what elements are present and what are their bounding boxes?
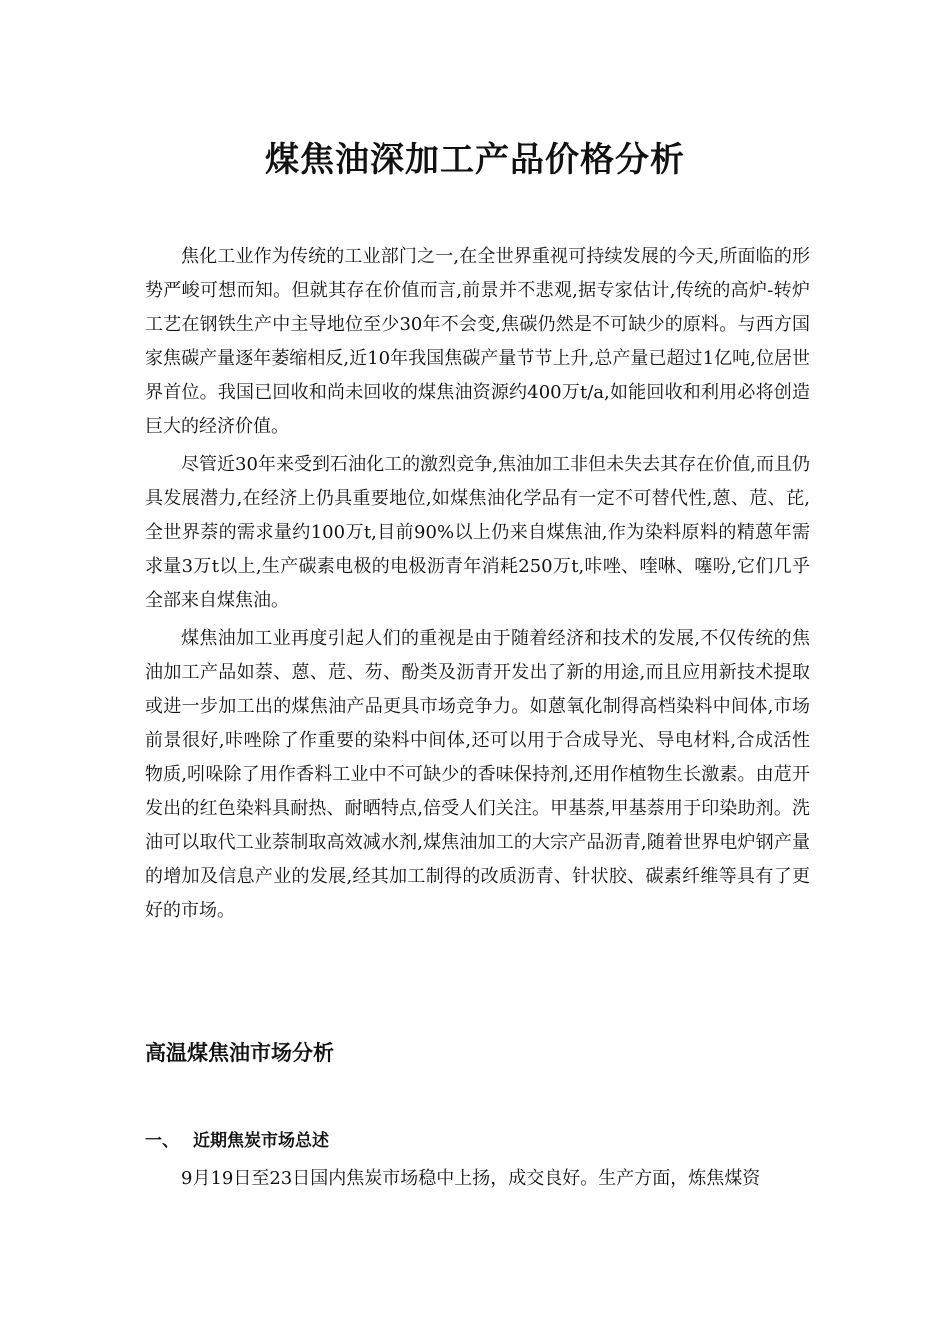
intro-body <box>145 240 810 928</box>
paragraph-3: 煤焦油加工业再度引起人们的重视是由于随着经济和技术的发展,不仅传统的焦油加工产品如萘、蒽、苊、芴、酚类及沥青开发出了新的用途,而且应用新技术提取或进一步加工出的煤焦油产品更具市场竞争力。如蒽氧化制得高档染料中间体,市场前景很好,咔唑除了作重要的染料中间体,还可以用于合成导光、导电材料,合成活性物质,吲哚除了用作香料工业中不可缺少的香味保持剂,还用作植物生长激素。由苊开发出的红色染料具耐热、耐晒特点,倍受人们关注。甲基萘,甲基萘用于印染助剂。洗油可以取代工业萘制取高效减水剂,煤焦油加工的大宗产品沥青,随着世界电炉钢产量的增加及信息产业的发展,经其加工制得的改质沥青、针状胶、碳素纤维等具有了更好的市场。 <box>145 628 810 921</box>
subsection-paragraph: 9月19日至23日国内焦炭市场稳中上扬，成交良好。生产方面，炼焦煤资 <box>181 1168 761 1189</box>
subsection-title: 近期焦炭市场总述 <box>193 1131 329 1151</box>
document-title: 煤焦油深加工产品价格分析 <box>265 140 685 180</box>
paragraph-1: 焦化工业作为传统的工业部门之一,在全世界重视可持续发展的今天,所面临的形势严峻可想而知。但就其存在价值而言,前景并不悲观,据专家估计,传统的高炉-转炉工艺在钢铁生产中主导地位至少30年不会变,焦碳仍然是不可缺少的原料。与西方国家焦碳产量逐年萎缩相反,近10年我国焦碳产量节节上升,总产量已超过1亿吨,位居世界首位。我国已回收和尚未回收的煤焦油资源约400万t/a,如能回收和利用必将创造巨大的经济价值。 <box>145 246 810 437</box>
subsection-heading <box>145 1126 329 1151</box>
section-heading: 高温煤焦油市场分析 <box>145 1041 334 1065</box>
paragraph-2: 尽管近30年来受到石油化工的激烈竞争,焦油加工非但未失去其存在价值,而且仍具发展潜力,在经济上仍具重要地位,如煤焦油化学品有一定不可替代性,蒽、苊、芘,全世界萘的需求量约100万t,目前90%以上仍来自煤焦油,作为染料原料的精蒽年需求量3万t以上,生产碳素电极的电极沥青年消耗250万t,咔唑、喹啉、噻吩,它们几乎全部来自煤焦油。 <box>145 454 810 611</box>
subsection-number: 一、 <box>145 1131 179 1151</box>
